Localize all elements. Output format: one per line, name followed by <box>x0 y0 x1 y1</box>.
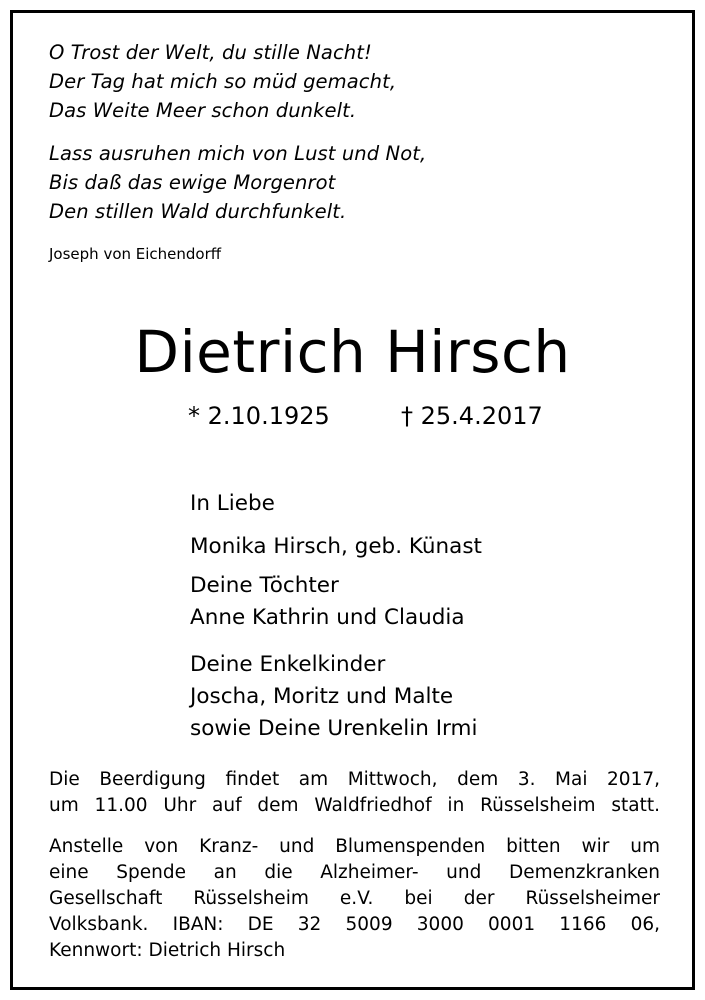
daughters-label: Deine Töchter <box>190 573 339 598</box>
notice-line: Gesellschaft Rüsselsheim e.V. bei der Rüsselsheimer <box>49 888 660 909</box>
mourners-daughters <box>190 570 465 634</box>
grandchildren-label: Deine Enkelkinder <box>190 652 386 677</box>
poem-stanza-2 <box>49 139 426 226</box>
notice-line: um 11.00 Uhr auf dem Waldfriedhof in Rüsselsheim statt. <box>49 795 660 816</box>
poem-stanza-1 <box>49 38 396 125</box>
poem-author: Joseph von Eichendorff <box>49 245 222 263</box>
funeral-notice <box>49 767 660 819</box>
donation-notice <box>49 834 660 964</box>
death-date: † 25.4.2017 <box>401 402 543 430</box>
notice-line: eine Spende an die Alzheimer- und Demenzkranken <box>49 862 660 883</box>
mourners-grandchildren <box>190 649 477 745</box>
grandchildren-names: Joscha, Moritz und Malte <box>190 684 454 709</box>
deceased-name: Dietrich Hirsch <box>134 318 571 386</box>
mourners-spouse: Monika Hirsch, geb. Künast <box>190 534 482 559</box>
poem-line: Der Tag hat mich so müd gemacht, <box>49 70 397 93</box>
notice-line: Die Beerdigung findet am Mittwoch, dem 3. Mai 2017, <box>49 769 660 790</box>
poem-line: Bis daß das ewige Morgenrot <box>49 171 336 194</box>
notice-line: Kennwort: Dietrich Hirsch <box>49 940 286 961</box>
notice-line: Volksbank. IBAN: DE 32 5009 3000 0001 1166 06, <box>49 914 660 935</box>
poem-line: Lass ausruhen mich von Lust und Not, <box>49 142 427 165</box>
poem-line: Den stillen Wald durchfunkelt. <box>49 200 347 223</box>
great-grandchild: sowie Deine Urenkelin Irmi <box>190 716 478 741</box>
daughters-names: Anne Kathrin und Claudia <box>190 605 465 630</box>
poem-line: Das Weite Meer schon dunkelt. <box>49 99 357 122</box>
birth-date: * 2.10.1925 <box>188 402 330 430</box>
mourners-intro: In Liebe <box>190 491 275 516</box>
poem-line: O Trost der Welt, du stille Nacht! <box>49 41 372 64</box>
notice-line: Anstelle von Kranz- und Blumenspenden bitten wir um <box>49 836 660 857</box>
